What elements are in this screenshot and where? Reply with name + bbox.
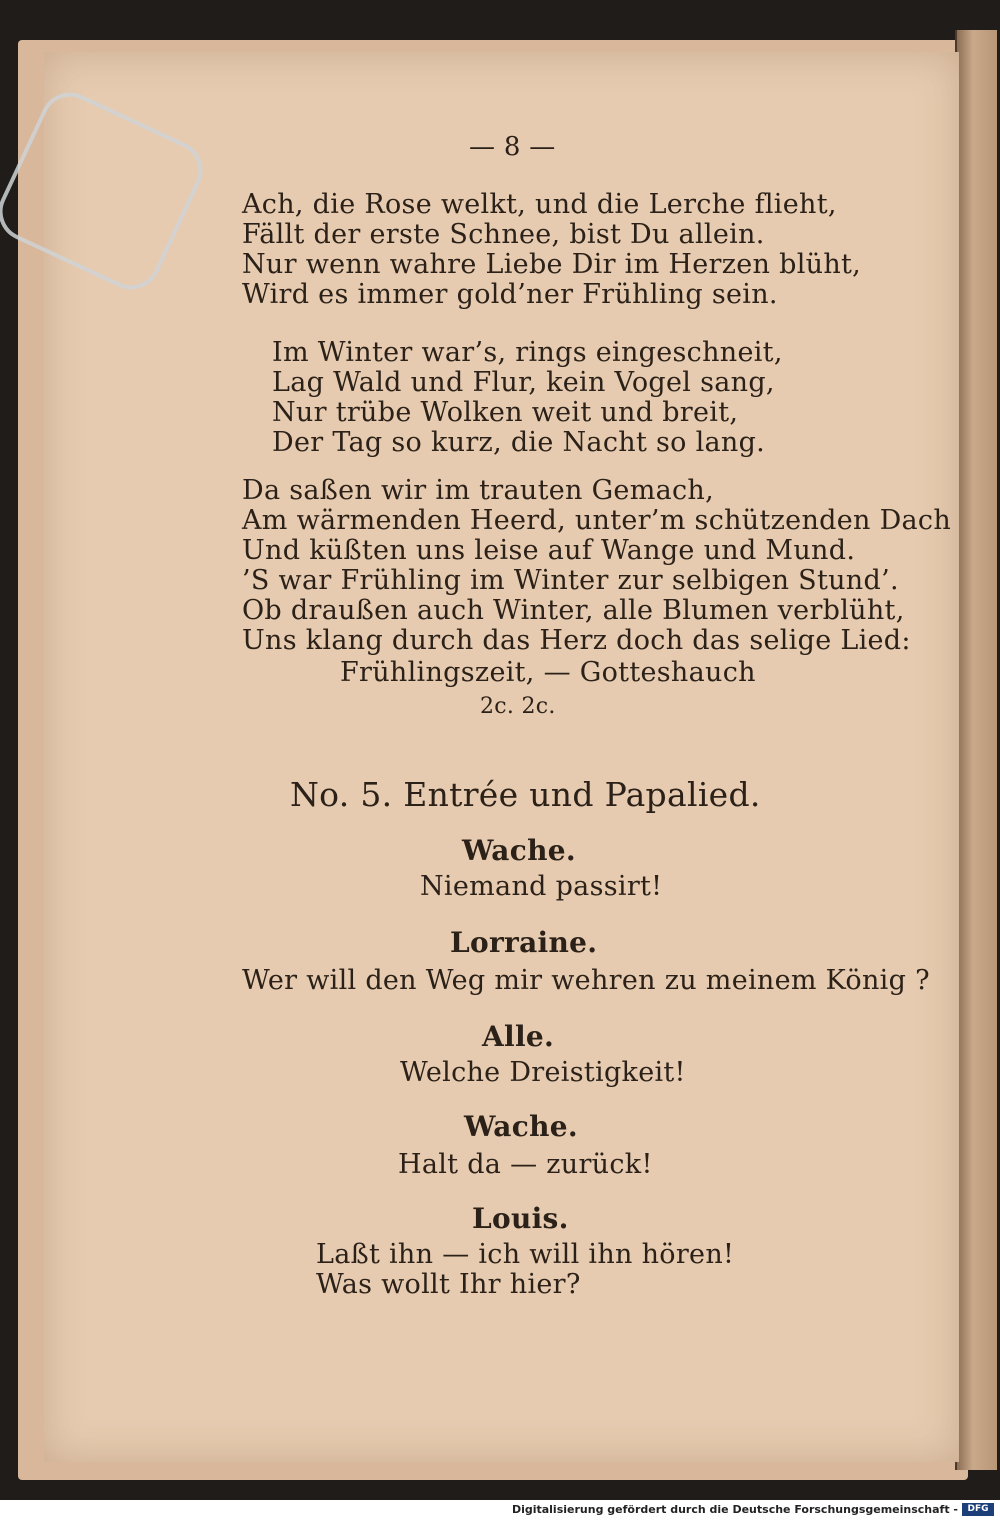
dialogue-line: Halt da — zurück! [398, 1149, 653, 1180]
dialogue-line: Niemand passirt! [420, 871, 663, 902]
verse-line: Da saßen wir im trauten Gemach, [242, 475, 715, 506]
verse-line: ’S war Frühling im Winter zur selbigen Stund’. [242, 565, 899, 596]
verse-line: Lag Wald und Flur, kein Vogel sang, [272, 367, 775, 398]
speaker-name: Alle. [482, 1020, 555, 1053]
dialogue-line: Was wollt Ihr hier? [316, 1269, 581, 1300]
verse-line: Wird es immer gold’ner Frühling sein. [242, 279, 778, 310]
dialogue-line: Wer will den Weg mir wehren zu meinem König ? [242, 965, 930, 996]
page-number: — 8 — [469, 132, 556, 162]
verse-line: Im Winter war’s, rings eingeschneit, [272, 337, 783, 368]
dialogue-line: Laßt ihn — ich will ihn hören! [316, 1239, 735, 1270]
verse-line: Fällt der erste Schnee, bist Du allein. [242, 219, 765, 250]
speaker-name: Louis. [472, 1202, 569, 1235]
book-edge [955, 30, 997, 1470]
refrain-line: Frühlingszeit, — Gotteshauch [340, 657, 756, 688]
verse-line: Und küßten uns leise auf Wange und Mund. [242, 535, 856, 566]
speaker-name: Wache. [462, 834, 576, 867]
verse-line: Der Tag so kurz, die Nacht so lang. [272, 427, 766, 458]
dialogue-line: Welche Dreistigkeit! [400, 1057, 686, 1088]
footer-bar [0, 1500, 1000, 1520]
verse-line: Nur wenn wahre Liebe Dir im Herzen blüht, [242, 249, 862, 280]
speaker-name: Lorraine. [450, 926, 598, 959]
verse-line: Uns klang durch das Herz doch das selige Lied: [242, 625, 911, 656]
book-page [44, 52, 959, 1462]
verse-line: Ob draußen auch Winter, alle Blumen verblüht, [242, 595, 905, 626]
section-heading: No. 5. Entrée und Papalied. [290, 775, 761, 814]
funding-credit: Digitalisierung gefördert durch die Deutsche Forschungsgemeinschaft - [511, 1503, 958, 1516]
verse-line: Nur trübe Wolken weit und breit, [272, 397, 739, 428]
verse-line: Ach, die Rose welkt, und die Lerche flieht, [242, 189, 837, 220]
verse-line: Am wärmenden Heerd, unter’m schützenden Dach [242, 505, 952, 536]
etc-mark: 2c. 2c. [480, 694, 556, 719]
speaker-name: Wache. [464, 1110, 578, 1143]
dfg-logo: DFG [962, 1503, 994, 1516]
